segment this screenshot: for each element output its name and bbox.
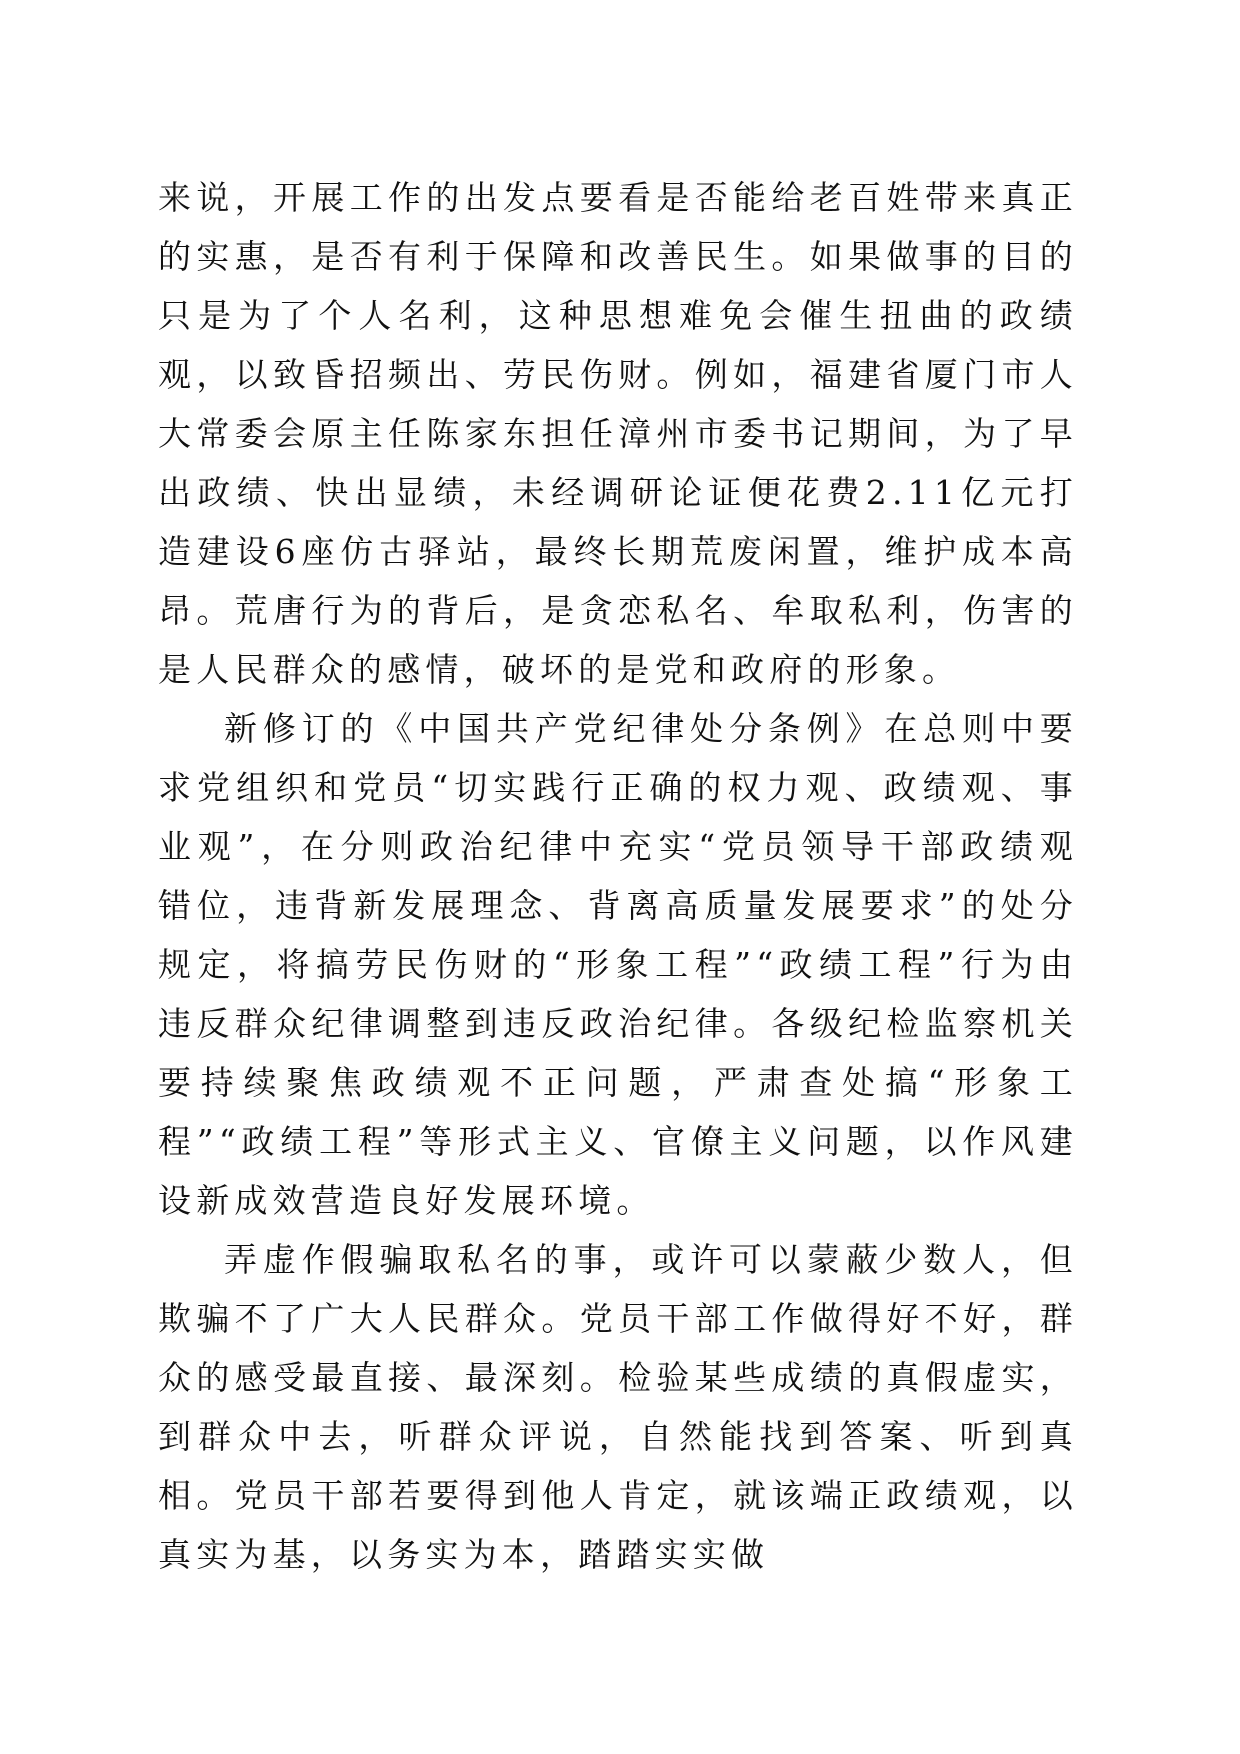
paragraph-3: 弄虚作假骗取私名的事，或许可以蒙蔽少数人，但欺骗不了广大人民群众。党员干部工作做得好不好，群众的感受最直接、最深刻。检验某些成绩的真假虚实，到群众中去，听群众评说，自然能找到答案、听到真相。党员干部若要得到他人肯定，就该端正政绩观，以真实为基，以务实为本，踏踏实实做 [158,1240,1078,1574]
document-page [158,168,1078,1584]
paragraph-2: 新修订的《中国共产党纪律处分条例》在总则中要求党组织和党员“切实践行正确的权力观、政绩观、事业观”，在分则政治纪律中充实“党员领导干部政绩观错位，违背新发展理念、背离高质量发展要求”的处分规定，将搞劳民伤财的“形象工程”“政绩工程”行为由违反群众纪律调整到违反政治纪律。各级纪检监察机关要持续聚焦政绩观不正问题，严肃查处搞“形象工程”“政绩工程”等形式主义、官僚主义问题，以作风建设新成效营造良好发展环境。 [158,709,1078,1220]
paragraph-1: 来说，开展工作的出发点要看是否能给老百姓带来真正的实惠，是否有利于保障和改善民生。如果做事的目的只是为了个人名利，这种思想难免会催生扭曲的政绩观，以致昏招频出、劳民伤财。例如，福建省厦门市人大常委会原主任陈家东担任漳州市委书记期间，为了早出政绩、快出显绩，未经调研论证便花费2.11亿元打造建设6座仿古驿站，最终长期荒废闲置，维护成本高昂。荒唐行为的背后，是贪恋私名、牟取私利，伤害的是人民群众的感情，破坏的是党和政府的形象。 [158,178,1078,689]
